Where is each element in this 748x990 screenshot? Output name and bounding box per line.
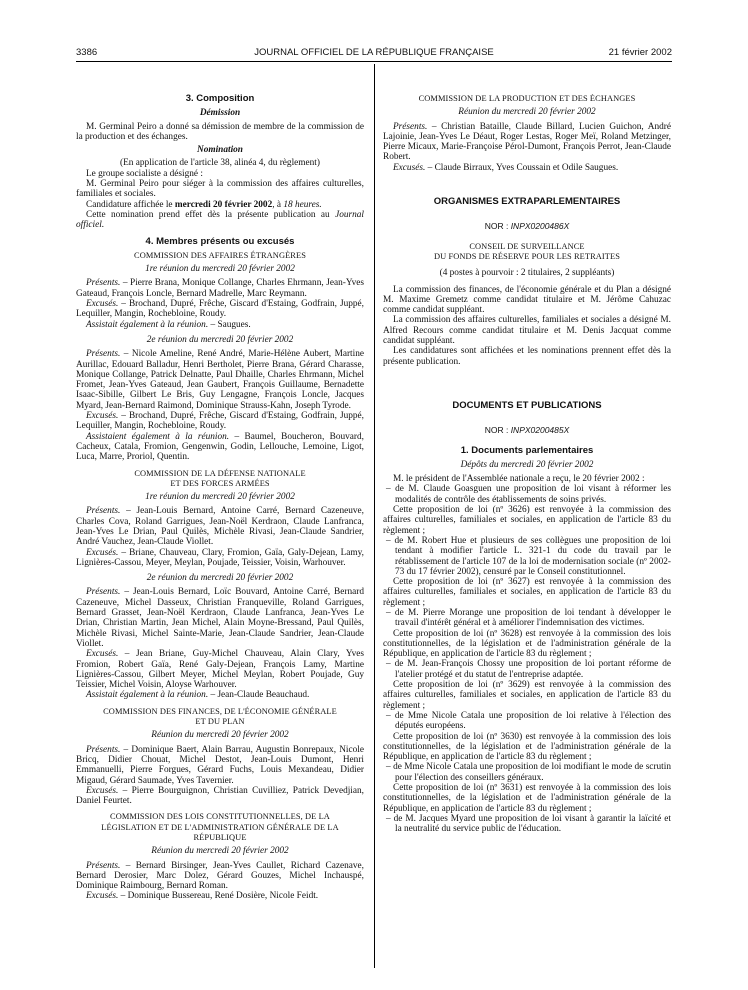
- organismes-text-3: Les candidatures sont affichées et les nominations prennent effet dès la présente publication.: [383, 346, 671, 367]
- excuses-label: Excusés.: [86, 547, 119, 558]
- candidature-date: mercredi 20 février 2002: [174, 199, 273, 210]
- left-column: [76, 94, 364, 974]
- candidature-hour: 18 heures.: [283, 199, 322, 210]
- reunion-title: Réunion du mercredi 20 février 2002: [458, 107, 596, 118]
- commission-defense-line-1: COMMISSION DE LA DÉFENSE NATIONALE: [134, 468, 306, 478]
- reunion-title: 2e réunion du mercredi 20 février 2002: [146, 573, 294, 584]
- presents-list: – Jean-Louis Bernard, Antoine Carré, Bernard Cazeneuve, Charles Cova, Roland Garrigues, Jean-Noël Kerdraon, Claude Lanfranca, Jean-Yves Le Drian, Paul Quilès, Michèle Rivasi, Jean-Claude Sandrier, André Vauchez, Jean-Claude Viollet.: [76, 506, 364, 548]
- excuses-list: – Dominique Bussereau, René Dosière, Nicole Feidt.: [118, 891, 319, 902]
- presents-entry: [383, 122, 671, 163]
- issue-date: 21 février 2002: [608, 47, 672, 58]
- section-membres-title: 4. Membres présents ou excusés: [145, 235, 295, 247]
- excuses-label: Excusés.: [393, 162, 426, 173]
- nomination-text-1: Le groupe socialiste a désigné :: [86, 168, 203, 179]
- proposition-item: – de M. Robert Hue et plusieurs de ses collègues une proposition de loi tendant à modifier l'article L. 321-1 du code du travail par le rétablissement de l'article 107 de la loi de modernisation sociale (nº 2002-73 du 17 février 2002), censuré par le Conseil constitutionnel.: [386, 535, 671, 577]
- reunion-title: 1re réunion du mercredi 20 février 2002: [145, 492, 295, 503]
- proposition-item: – de Mme Nicole Catala une proposition de loi relative à l'élection des députés européens.: [386, 710, 671, 732]
- renvoi-text: Cette proposition de loi (nº 3626) est renvoyée à la commission des affaires culturelles, familiales et sociales, en application de l'article 83 du règlement ;: [383, 505, 671, 536]
- commission-finances-line-2: ET DU PLAN: [195, 717, 245, 727]
- section-composition-title: 3. Composition: [185, 94, 255, 104]
- organismes-nor: [383, 221, 671, 231]
- commission-lois-line-1: COMMISSION DES LOIS CONSTITUTIONNELLES, DE LA: [110, 812, 330, 822]
- presents-label: Présents.: [393, 121, 428, 132]
- excuses-list: – Brochand, Dupré, Frêche, Giscard d'Estaing, Godfrain, Juppé, Lequiller, Mangin, Rochebloine, Roudy.: [76, 411, 364, 432]
- excuses-label: Excusés.: [86, 649, 119, 660]
- presents-label: Présents.: [86, 744, 121, 755]
- excuses-entry: [383, 163, 671, 173]
- presents-label: Présents.: [86, 278, 121, 289]
- renvoi-text: Cette proposition de loi (nº 3627) est renvoyée à la commission des affaires culturelles, familiales et sociales, en application de l'article 83 du règlement ;: [383, 577, 671, 608]
- assistait-label: Assistait également à la réunion.: [86, 319, 209, 330]
- organismes-text-2: La commission des affaires culturelles, familiales et sociales a désigné M. Alfred Recours comme candidat titulaire et M. Denis Jacquat comme candidat suppléant.: [383, 315, 671, 347]
- excuses-label: Excusés.: [86, 785, 119, 796]
- depots-title: Dépôts du mercredi 20 février 2002: [460, 459, 594, 470]
- presents-label: Présents.: [86, 349, 121, 360]
- excuses-list: – Claude Birraux, Yves Coussain et Odile Saugues.: [425, 162, 619, 173]
- commission-affaires-etrangeres: COMMISSION DES AFFAIRES ÉTRANGÈRES: [134, 250, 306, 260]
- excuses-label: Excusés.: [86, 299, 119, 310]
- excuses-entry: [76, 649, 364, 690]
- presents-label: Présents.: [86, 860, 121, 871]
- presents-list: – Bernard Birsinger, Jean-Yves Caullet, Richard Cazenave, Bernard Derosier, Marc Dolez, Gérard Gouzes, Michel Inchauspé, Dominique Raimbourg, Bernard Roman.: [76, 860, 364, 892]
- demission-heading: Démission: [199, 108, 241, 119]
- postes-note: (4 postes à pourvoir : 2 titulaires, 2 suppléants): [439, 268, 615, 279]
- proposition-item: – de M. Pierre Morange une proposition de loi tendant à développer le travail d'intérêt général et à améliorer l'indemnisation des victimes.: [386, 607, 671, 629]
- depots-intro: M. le président de l'Assemblée nationale a reçu, le 20 février 2002 :: [393, 474, 645, 485]
- page-number: 3386: [76, 47, 98, 58]
- nomination-text-2: M. Germinal Peiro pour siéger à la commission des affaires culturelles, familiales et sociales.: [76, 179, 364, 200]
- nor-code: INPX0200485X: [510, 425, 570, 436]
- presents-list: – Nicole Ameline, René André, Marie-Hélène Aubert, Martine Aurillac, Edouard Balladur, Henri Bertholet, Pierre Brana, Gérard Charasse, Monique Collange, Patrick Delnatte, Paul Dhaille, Charles Ehrmann, Michel Fromet, Jean-Yves Gateaud, Jean Gaubert, François Guillaume, Bernadette Isaac-Sibille, Gilbert Le Bris, Guy Lengagne, François Loncle, Jacques Myard, Jean-Bernard Raimond, Dominique Strauss-Kahn, Joseph Tyrode.: [76, 349, 364, 411]
- proposition-item: – de M. Claude Goasguen une proposition de loi visant à réformer les modalités de contrôle des établissements de soins privés.: [386, 484, 671, 505]
- organismes-text-1: La commission des finances, de l'économie générale et du Plan a désigné M. Maxime Gremetz comme candidat titulaire et M. Jérôme Cahuzac comme candidat suppléant.: [383, 284, 671, 316]
- presents-entry: [76, 745, 364, 786]
- effect-text: Cette nomination prend effet dès la présente publication au: [86, 209, 336, 220]
- assistaient-list: – Baumel, Boucheron, Bouvard, Cacheux, Catala, Fromion, Gengenwin, Godin, Lellouche, Lemoine, Ligot, Luca, Marre, Proriol, Quentin.: [76, 431, 364, 463]
- nor-code: INPX0200486X: [510, 221, 570, 232]
- nomination-text-3: [76, 200, 364, 210]
- renvoi-text: Cette proposition de loi (nº 3628) est renvoyée à la commission des lois constitutionnelles, de la législation et de l'administration générale de la République, en application de l'article 83 du règlement ;: [383, 628, 671, 660]
- assistait-label: Assistait également à la réunion.: [86, 690, 209, 701]
- presents-entry: [76, 506, 364, 547]
- commission-lois-line-2: LÉGISLATION ET DE L'ADMINISTRATION GÉNÉRALE DE LA: [101, 822, 339, 832]
- renvoi-text: Cette proposition de loi (nº 3629) est renvoyée à la commission des affaires culturelles, familiales et sociales, en application de l'article 83 du règlement ;: [383, 680, 671, 711]
- presents-label: Présents.: [86, 506, 121, 517]
- commission-production: COMMISSION DE LA PRODUCTION ET DES ÉCHANGES: [418, 94, 636, 103]
- nomination-heading: Nomination: [197, 145, 243, 156]
- candidature-sep: , à: [272, 199, 284, 210]
- proposition-item: – de Mme Nicole Catala une proposition de loi modifiant le mode de scrutin pour l'élection des conseillers généraux.: [386, 762, 671, 783]
- excuses-entry: [76, 786, 364, 807]
- presents-list: – Pierre Brana, Monique Collange, Charles Ehrmann, Jean-Yves Gateaud, François Loncle, Bernard Madrelle, Marc Reymann.: [76, 278, 364, 299]
- demission-text: M. Germinal Peiro a donné sa démission de membre de la commission de la production et des échanges.: [76, 121, 364, 142]
- reunion-title: 2e réunion du mercredi 20 février 2002: [146, 334, 294, 345]
- assistaient-label: Assistaient également à la réunion.: [86, 431, 230, 442]
- assistait-entry: [76, 690, 364, 700]
- presents-label: Présents.: [86, 587, 121, 598]
- proposition-item: – de M. Jean-François Chossy une proposition de loi portant réforme de l'atelier protégé et du statut de l'entreprise adaptée.: [386, 659, 671, 680]
- excuses-entry: [76, 411, 364, 432]
- assistait-list: – Saugues.: [208, 319, 251, 330]
- journal-title: JOURNAL OFFICIEL DE LA RÉPUBLIQUE FRANÇAISE: [254, 47, 494, 58]
- nomination-note: (En application de l'article 38, alinéa 4, du règlement): [120, 158, 320, 169]
- nomination-text-4: [76, 210, 364, 231]
- excuses-label: Excusés.: [86, 891, 119, 902]
- excuses-entry: [76, 548, 364, 569]
- reunion-title: Réunion du mercredi 20 février 2002: [151, 846, 289, 857]
- documents-title: DOCUMENTS ET PUBLICATIONS: [452, 399, 602, 411]
- column-divider: [374, 64, 375, 968]
- presents-list: – Christian Bataille, Claude Billard, Lucien Guichon, André Lajoinie, Jean-Yves Le Déaut, Roger Lestas, Roger Meï, Roland Metzinger, Pierre Micaux, Marie-Françoise Pérol-Dumont, François Perrot, Jean-Claude Robert.: [383, 121, 671, 163]
- excuses-entry: [76, 299, 364, 320]
- excuses-label: Excusés.: [86, 411, 119, 422]
- journal-ref: Journal officiel.: [76, 209, 364, 231]
- presents-entry: [76, 278, 364, 299]
- presents-entry: [76, 349, 364, 411]
- renvoi-text: Cette proposition de loi (nº 3630) est renvoyée à la commission des lois constitutionnelles, de la législation et de l'administration générale de la République, en application de l'article 83 du règlement ;: [383, 731, 671, 763]
- candidature-text: Candidature affichée le: [86, 199, 175, 210]
- presents-list: – Dominique Baert, Alain Barrau, Augustin Bonrepaux, Nicole Bricq, Didier Chouat, Michel Destot, Jean-Louis Dumont, Henri Emmanuelli, Pierre Forgues, Gérard Fuchs, Louis Mexandeau, Didier Migaud, Gérard Saumade, Yves Tavernier.: [76, 744, 364, 786]
- reunion-title: 1re réunion du mercredi 20 février 2002: [145, 264, 295, 275]
- nor-label: NOR :: [484, 221, 511, 232]
- presents-entry: [76, 587, 364, 649]
- documents-parlementaires-title: 1. Documents parlementaires: [460, 444, 594, 456]
- excuses-list: – Briane, Chauveau, Clary, Fromion, Gaïa, Galy-Dejean, Lamy, Lignières-Cassou, Meyer, Meylan, Poujade, Teissier, Voisin, Warhouver.: [76, 547, 364, 568]
- assistait-list: – Jean-Claude Beauchaud.: [208, 690, 310, 701]
- assistait-entry: [76, 320, 364, 330]
- commission-defense-line-2: ET DES FORCES ARMÉES: [170, 478, 270, 488]
- excuses-list: – Pierre Bourguignon, Christian Cuvilliez, Patrick Devedjian, Daniel Feurtet.: [76, 785, 364, 807]
- presents-list: – Jean-Louis Bernard, Loïc Bouvard, Antoine Carré, Bernard Cazeneuve, Michel Dasseux, Christian Franqueville, Roland Garrigues, Bernard Grasset, Jean-Noël Kerdraon, Claude Lanfranca, Jean-Yves Le Drian, Christian Martin, Jean Michel, Alain Moyne-Bressand, Paul Quilès, Michèle Rivasi, Michel Sainte-Marie, Jean-Claude Sandrier, Jean-Claude Viollet.: [76, 587, 364, 649]
- page-header: [76, 45, 672, 62]
- renvoi-text: Cette proposition de loi (nº 3631) est renvoyée à la commission des lois constitutionnelles, de la législation et de l'administration générale de la République, en application de l'article 83 du règlement ;: [383, 783, 671, 814]
- conseil-line-2: DU FONDS DE RÉSERVE POUR LES RETRAITES: [434, 251, 620, 261]
- reunion-title: Réunion du mercredi 20 février 2002: [151, 730, 289, 741]
- presents-entry: [76, 861, 364, 892]
- conseil-line-1: CONSEIL DE SURVEILLANCE: [469, 241, 585, 251]
- assistaient-entry: [76, 432, 364, 463]
- excuses-entry: [76, 891, 364, 901]
- commission-finances-line-1: COMMISSION DES FINANCES, DE L'ÉCONOMIE GÉNÉRALE: [103, 706, 337, 716]
- organismes-title: ORGANISMES EXTRAPARLEMENTAIRES: [433, 196, 621, 208]
- documents-nor: [383, 425, 671, 435]
- commission-lois-line-3: RÉPUBLIQUE: [193, 833, 247, 842]
- excuses-list: – Jean Briane, Guy-Michel Chauveau, Alain Clary, Yves Fromion, Robert Gaïa, René Galy-Dejean, François Lamy, Martine Lignières-Cassou, Gilbert Meyer, Michel Meylan, Robert Poujade, Guy Teissier, Michel Voisin, Aloyse Warhouver.: [76, 649, 364, 691]
- right-column: [383, 94, 671, 974]
- proposition-item: – de M. Jacques Myard une proposition de loi visant à garantir la laïcité et la neutralité du service public de l'éducation.: [386, 813, 671, 835]
- excuses-list: – Brochand, Dupré, Frêche, Giscard d'Estaing, Godfrain, Juppé, Lequiller, Mangin, Rochebloine, Roudy.: [76, 299, 364, 320]
- nor-label: NOR :: [484, 425, 511, 436]
